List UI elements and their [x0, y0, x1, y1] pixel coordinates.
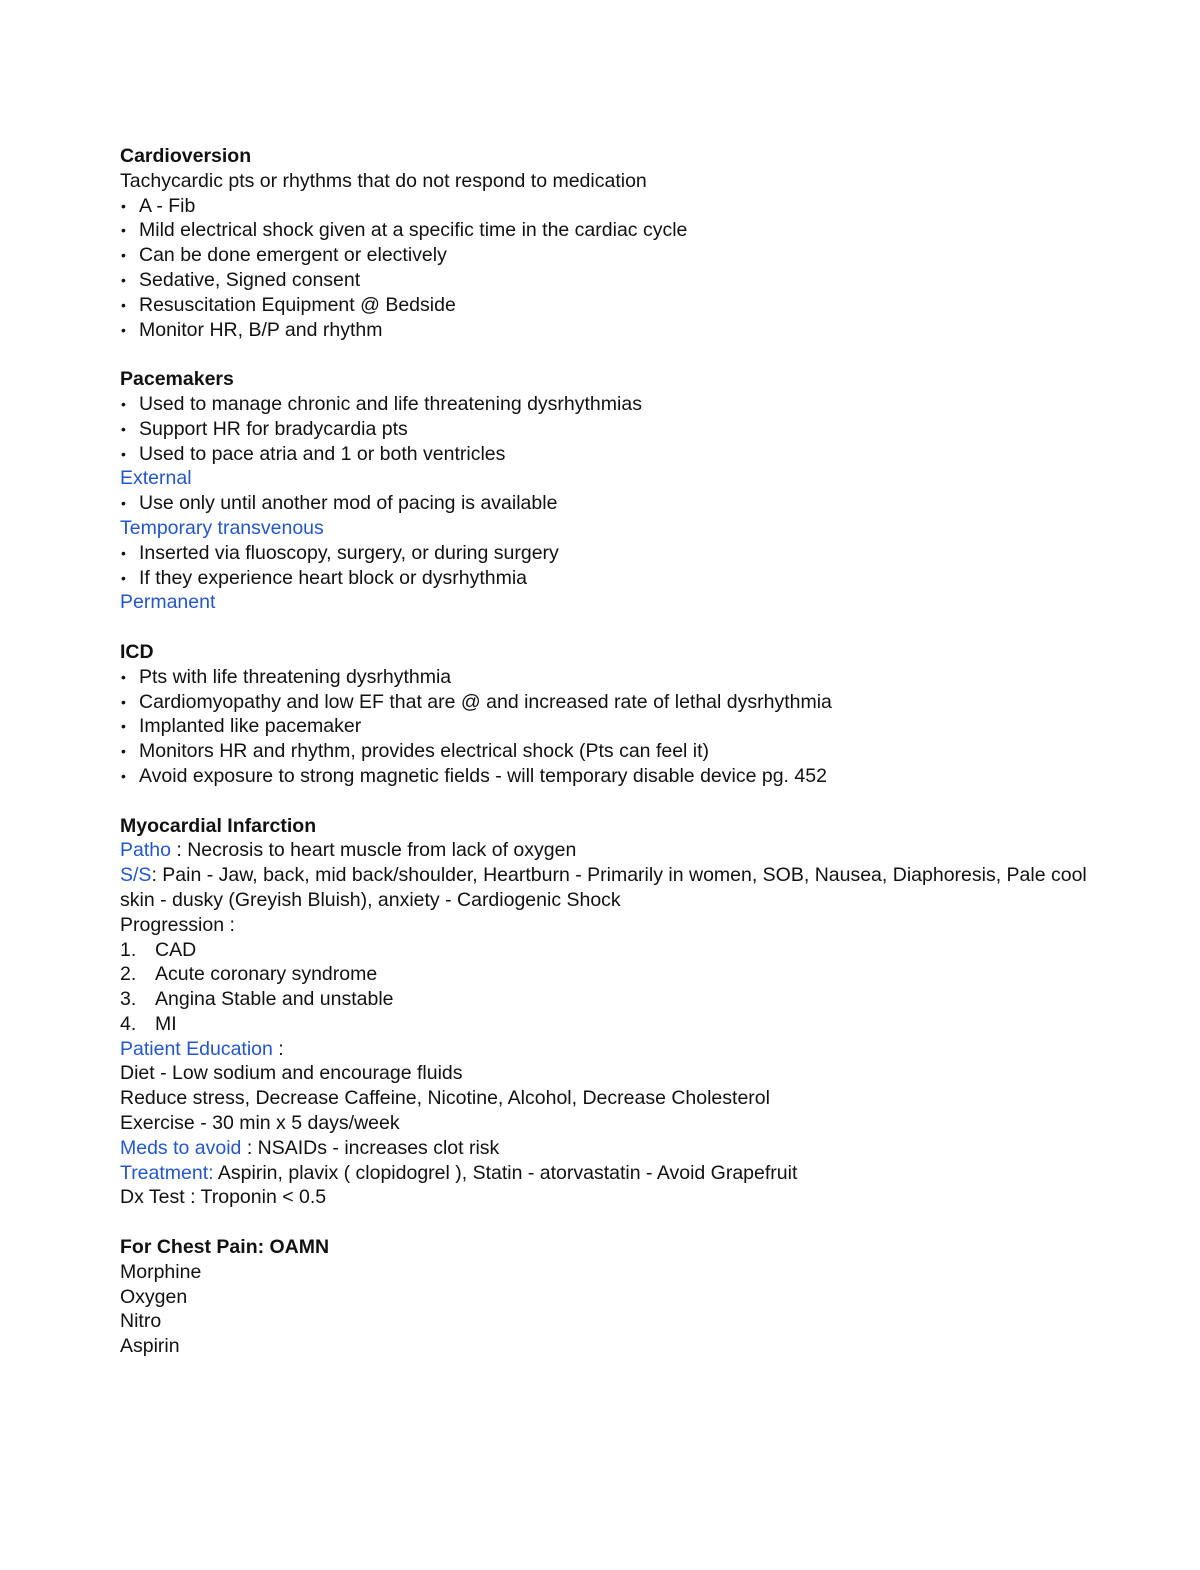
bullet-icon: •	[121, 222, 126, 239]
temporary-transvenous-label: Temporary transvenous	[120, 516, 324, 539]
ss-text: : Pain - Jaw, back, mid back/shoulder, Heartburn - Primarily in women, SOB, Nausea, Diaphoresis, Pale cool skin - dusky (Greyish Bluish), anxiety - Cardiogenic Shock	[120, 864, 1087, 911]
bullet-icon: •	[121, 668, 126, 685]
list-item: • A - Fib	[121, 194, 196, 217]
bullet-icon: •	[121, 271, 126, 288]
education-line: Reduce stress, Decrease Caffeine, Nicotine, Alcohol, Decrease Cholesterol	[120, 1087, 770, 1110]
chest-pain-item: Nitro	[120, 1310, 162, 1333]
pacemakers-heading: Pacemakers	[120, 368, 234, 391]
chest-pain-heading: For Chest Pain: OAMN	[120, 1236, 330, 1259]
list-item: • Used to manage chronic and life threatening dysrhythmias	[121, 392, 642, 415]
cardioversion-heading: Cardioversion	[120, 145, 252, 167]
bullet-icon: •	[121, 247, 126, 264]
list-item: • Mild electrical shock given at a specific time in the cardiac cycle	[121, 219, 688, 242]
bullet-icon: •	[121, 197, 126, 214]
list-item: • Resuscitation Equipment @ Bedside	[121, 293, 456, 316]
bullet-icon: •	[121, 743, 126, 760]
ss-label: S/S	[120, 864, 152, 887]
icd-heading: ICD	[120, 640, 154, 663]
list-item: • Sedative, Signed consent	[121, 268, 361, 291]
treatment-label: Treatment:	[120, 1161, 214, 1184]
bullet-icon: •	[121, 420, 126, 437]
treatment-line: Treatment: Aspirin, plavix ( clopidogrel ), Statin - atorvastatin - Avoid Grapefruit	[120, 1161, 798, 1184]
list-item: • Can be done emergent or electively	[121, 244, 447, 267]
chest-pain-item: Oxygen	[120, 1285, 188, 1308]
external-label: External	[120, 467, 192, 490]
bullet-icon: •	[121, 445, 126, 462]
bullet-icon: •	[121, 296, 126, 313]
external-list	[120, 491, 1110, 516]
progression-list	[120, 938, 1110, 1037]
bullet-icon: •	[121, 544, 126, 561]
mi-heading: Myocardial Infarction	[120, 814, 317, 837]
bullet-icon: •	[121, 693, 126, 710]
patho-label: Patho	[120, 839, 171, 862]
list-item: • Support HR for bradycardia pts	[121, 417, 408, 440]
list-item: 1. CAD	[120, 938, 197, 961]
icd-list	[120, 665, 1110, 789]
section-spacer	[120, 789, 1110, 814]
chest-pain-item: Aspirin	[120, 1335, 180, 1358]
list-item: • If they experience heart block or dysrhythmia	[121, 566, 528, 589]
dx-test-line: Dx Test : Troponin < 0.5	[120, 1186, 327, 1209]
meds-to-avoid-line: Meds to avoid : NSAIDs - increases clot risk	[120, 1136, 500, 1159]
list-item: • Use only until another mod of pacing is available	[121, 492, 558, 515]
patient-education-line: Patient Education :	[120, 1037, 284, 1060]
temporary-list	[120, 541, 1110, 591]
bullet-icon: •	[121, 718, 126, 735]
chest-pain-item: Morphine	[120, 1260, 202, 1283]
list-item: • Implanted like pacemaker	[121, 715, 362, 738]
list-item: 2. Acute coronary syndrome	[120, 963, 378, 986]
list-item: • Used to pace atria and 1 or both ventricles	[121, 442, 506, 465]
chest-pain-section	[120, 1235, 1110, 1359]
patient-education-label: Patient Education	[120, 1037, 273, 1060]
notes-content	[120, 144, 1110, 1359]
pacemakers-list	[120, 392, 1110, 466]
patho-line	[120, 838, 1110, 863]
education-line: Diet - Low sodium and encourage fluids	[120, 1062, 463, 1085]
list-item: 4. MI	[120, 1012, 177, 1035]
bullet-icon: •	[121, 767, 126, 784]
education-line: Exercise - 30 min x 5 days/week	[120, 1112, 400, 1135]
bullet-icon: •	[121, 569, 126, 586]
pacemakers-section	[120, 367, 1110, 615]
list-item: • Pts with life threatening dysrhythmia	[121, 665, 452, 688]
list-item: • Cardiomyopathy and low EF that are @ and increased rate of lethal dysrhythmia	[121, 690, 832, 713]
cardioversion-list	[120, 194, 1110, 343]
list-item: • Inserted via fluoscopy, surgery, or during surgery	[121, 541, 559, 564]
bullet-icon: •	[121, 395, 126, 412]
permanent-label: Permanent	[120, 591, 216, 614]
list-item: • Monitors HR and rhythm, provides electrical shock (Pts can feel it)	[121, 740, 710, 763]
list-item: • Avoid exposure to strong magnetic fields - will temporary disable device pg. 452	[121, 764, 827, 787]
cardioversion-intro: Tachycardic pts or rhythms that do not respond to medication	[120, 169, 647, 192]
signs-symptoms-line	[120, 863, 1110, 913]
bullet-icon: •	[121, 495, 126, 512]
progression-label: Progression :	[120, 913, 235, 936]
patho-text: : Necrosis to heart muscle from lack of oxygen	[170, 839, 577, 862]
section-spacer	[120, 615, 1110, 640]
cardioversion-section	[120, 144, 1110, 342]
list-item: • Monitor HR, B/P and rhythm	[121, 318, 383, 341]
meds-to-avoid-label: Meds to avoid	[120, 1136, 242, 1159]
bullet-icon: •	[121, 321, 126, 338]
section-spacer	[120, 342, 1110, 367]
mi-section	[120, 814, 1110, 1211]
section-spacer	[120, 1210, 1110, 1235]
icd-section	[120, 640, 1110, 789]
list-item: 3. Angina Stable and unstable	[120, 988, 394, 1011]
